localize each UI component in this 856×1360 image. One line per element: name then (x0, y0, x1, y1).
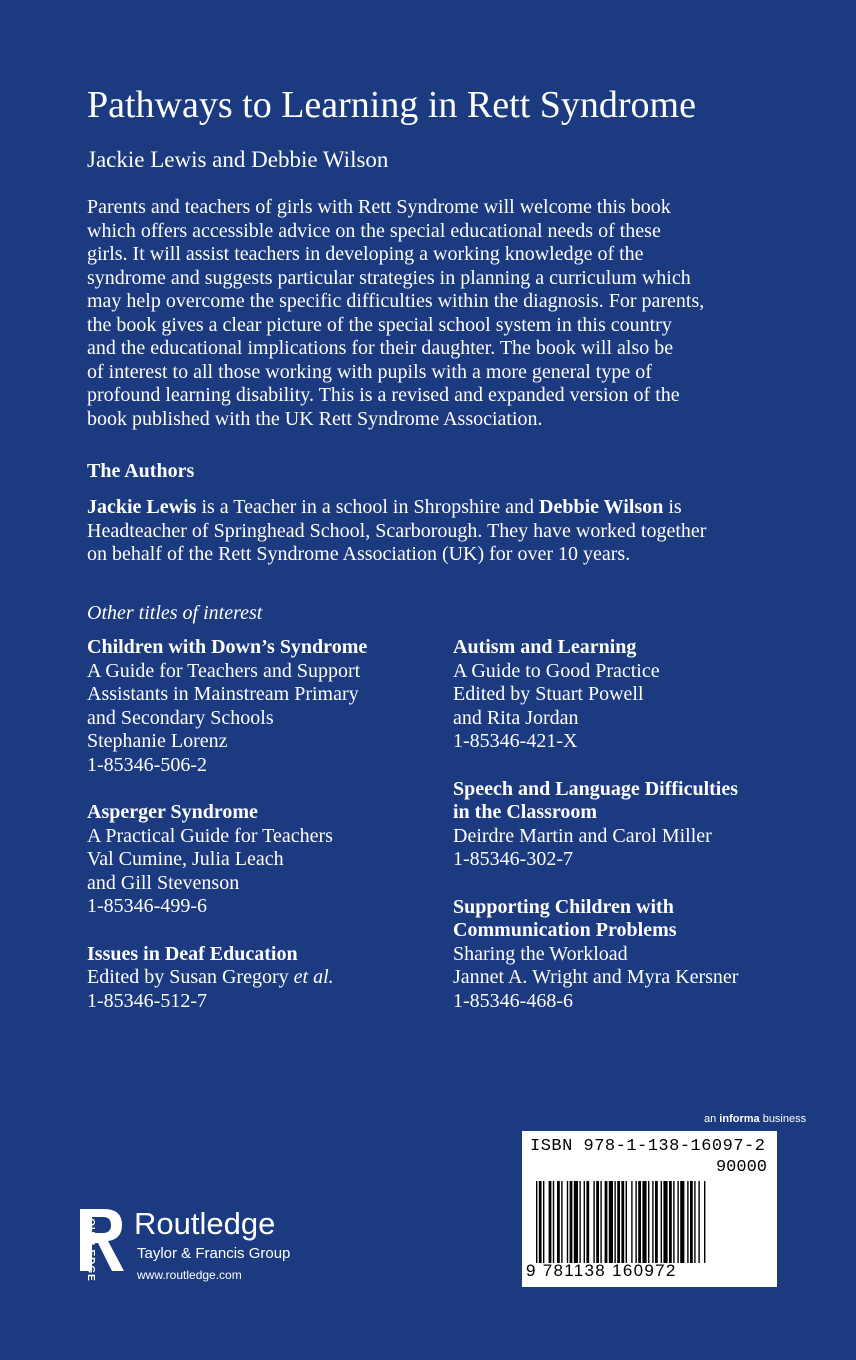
barcode-bars (536, 1181, 768, 1263)
barcode-bar (661, 1181, 662, 1263)
barcode-bar (543, 1181, 544, 1263)
other-titles-heading: Other titles of interest (87, 602, 263, 624)
other-title-line: A Practical Guide for Teachers (87, 824, 333, 847)
other-title-isbn: 1-85346-421-X (453, 730, 578, 752)
other-title-line: Stephanie Lorenz (87, 730, 228, 752)
barcode-bar (584, 1181, 585, 1263)
authors-bio (87, 496, 787, 567)
barcode-bar (596, 1181, 599, 1263)
barcode-bar (690, 1181, 693, 1263)
bio-text: is (663, 496, 682, 518)
author-name: Debbie Wilson (539, 496, 664, 518)
blurb-line: Parents and teachers of girls with Rett Syndrome will welcome this book (87, 196, 671, 218)
barcode-bar (673, 1181, 674, 1263)
barcode-bar (621, 1181, 624, 1263)
barcode-bar (553, 1181, 554, 1263)
barcode-bar (557, 1181, 560, 1263)
barcode-bar (687, 1181, 688, 1263)
other-title-line: Assistants in Mainstream Primary (87, 683, 359, 705)
book-title: Pathways to Learning in Rett Syndrome (87, 84, 696, 126)
barcode-bar (663, 1181, 667, 1263)
other-title-name: Autism and Learning (453, 636, 637, 658)
barcode-bar (579, 1181, 580, 1263)
logo-vertical-text: ROUTLEDGE (85, 1210, 96, 1282)
barcode-bar (694, 1181, 695, 1263)
other-title-name: Communication Problems (453, 919, 677, 941)
barcode-bar (570, 1181, 573, 1263)
other-title-line: A Guide to Good Practice (453, 659, 660, 682)
other-title-entry (87, 801, 437, 919)
other-title-name: Children with Down’s Syndrome (87, 636, 368, 658)
other-title-isbn: 1-85346-302-7 (453, 848, 573, 870)
other-title-entry (87, 943, 437, 1014)
blurb-line: book published with the UK Rett Syndrome Association. (87, 407, 543, 430)
blurb-line: may help overcome the specific difficulties within the diagnosis. For parents, (87, 290, 705, 312)
other-title-entry (453, 896, 803, 1014)
other-title-name: Asperger Syndrome (87, 801, 258, 823)
authors-heading: The Authors (87, 460, 195, 482)
price-code: 90000 (715, 1158, 767, 1177)
barcode-bar (614, 1181, 615, 1263)
barcode-bar (600, 1181, 601, 1263)
editor-italic: et al. (293, 966, 334, 988)
other-title-line: and Gill Stevenson (87, 871, 240, 894)
other-title-line: Deirdre Martin and Carol Miller (453, 824, 712, 847)
publisher-url[interactable]: www.routledge.com (137, 1268, 242, 1282)
author-name: Jackie Lewis (87, 496, 197, 518)
barcode-bar (677, 1181, 678, 1263)
barcode-bar (549, 1181, 552, 1263)
barcode-bar (574, 1181, 578, 1263)
barcode-bar (605, 1181, 608, 1263)
editor-text: Edited by Susan Gregory (87, 966, 294, 988)
other-title-line: A Guide for Teachers and Support (87, 659, 361, 682)
other-title-entry (87, 636, 437, 777)
barcode-bar (655, 1181, 658, 1263)
barcode-bar (617, 1181, 620, 1263)
barcode-bar (698, 1181, 699, 1263)
other-title-isbn: 1-85346-506-2 (87, 753, 207, 776)
bio-line (87, 496, 787, 520)
informa-bold: informa (719, 1113, 760, 1125)
blurb (87, 196, 787, 431)
informa-business-tag (704, 1112, 806, 1126)
other-title-entry (453, 636, 803, 754)
other-title-name: Supporting Children with (453, 895, 674, 918)
barcode-bar (561, 1181, 562, 1263)
blurb-line: profound learning disability. This is a revised and expanded version of the (87, 384, 680, 406)
other-title-name: Issues in Deaf Education (87, 942, 298, 965)
barcode-digits: 9 781138 160972 (526, 1261, 677, 1280)
other-title-name: in the Classroom (453, 801, 598, 823)
barcode-bar (680, 1181, 684, 1263)
barcode-bar (609, 1181, 613, 1263)
publisher-name: Routledge (134, 1206, 276, 1241)
other-title-line: and Rita Jordan (453, 706, 579, 729)
barcode-bar (539, 1181, 542, 1263)
barcode-bar (631, 1181, 632, 1263)
other-title-isbn: 1-85346-468-6 (453, 989, 573, 1012)
barcode-bar (638, 1181, 641, 1263)
barcode-bar (635, 1181, 636, 1263)
other-title-entry (453, 778, 803, 872)
barcode-bar (704, 1181, 705, 1263)
other-title-isbn: 1-85346-512-7 (87, 989, 207, 1012)
blurb-line: syndrome and suggests particular strategies in planning a curriculum which (87, 266, 691, 289)
book-authors: Jackie Lewis and Debbie Wilson (87, 147, 389, 172)
other-title-line: Jannet A. Wright and Myra Kersner (453, 966, 739, 988)
blurb-line: which offers accessible advice on the special educational needs of these (87, 219, 661, 242)
barcode-bar (642, 1181, 646, 1263)
barcode-bar (593, 1181, 594, 1263)
barcode-bar (536, 1181, 537, 1263)
other-title-line: Sharing the Workload (453, 942, 628, 965)
barcode-bar (586, 1181, 589, 1263)
bio-line: Headteacher of Springhead School, Scarborough. They have worked together (87, 519, 707, 542)
blurb-line: and the educational implications for their daughter. The book will also be (87, 337, 674, 359)
bio-text: is a Teacher in a school in Shropshire and (196, 496, 540, 518)
barcode-bar (669, 1181, 672, 1263)
barcode-bar (648, 1181, 649, 1263)
publisher-group: Taylor & Francis Group (137, 1245, 291, 1262)
bio-line: on behalf of the Rett Syndrome Association (UK) for over 10 years. (87, 543, 631, 565)
barcode-bar (567, 1181, 568, 1263)
blurb-line: girls. It will assist teachers in developing a working knowledge of the (87, 243, 644, 265)
barcode-bar (626, 1181, 627, 1263)
other-titles-right-column (453, 636, 803, 1037)
other-title-line: and Secondary Schools (87, 706, 274, 729)
informa-suffix: business (759, 1113, 807, 1125)
other-title-name: Speech and Language Difficulties (453, 777, 739, 800)
other-title-line (87, 966, 437, 990)
blurb-line: the book gives a clear picture of the special school system in this country (87, 313, 672, 336)
barcode-bar (652, 1181, 653, 1263)
isbn-barcode (522, 1131, 777, 1287)
blurb-line: of interest to all those working with pupils with a more general type of (87, 360, 652, 383)
other-title-isbn: 1-85346-499-6 (87, 895, 207, 917)
other-title-line: Edited by Stuart Powell (453, 683, 644, 705)
informa-prefix: an (704, 1113, 720, 1125)
isbn-text: ISBN 978-1-138-16097-2 (530, 1137, 766, 1156)
other-title-line: Val Cumine, Julia Leach (87, 848, 284, 870)
other-titles-left-column (87, 636, 437, 1037)
